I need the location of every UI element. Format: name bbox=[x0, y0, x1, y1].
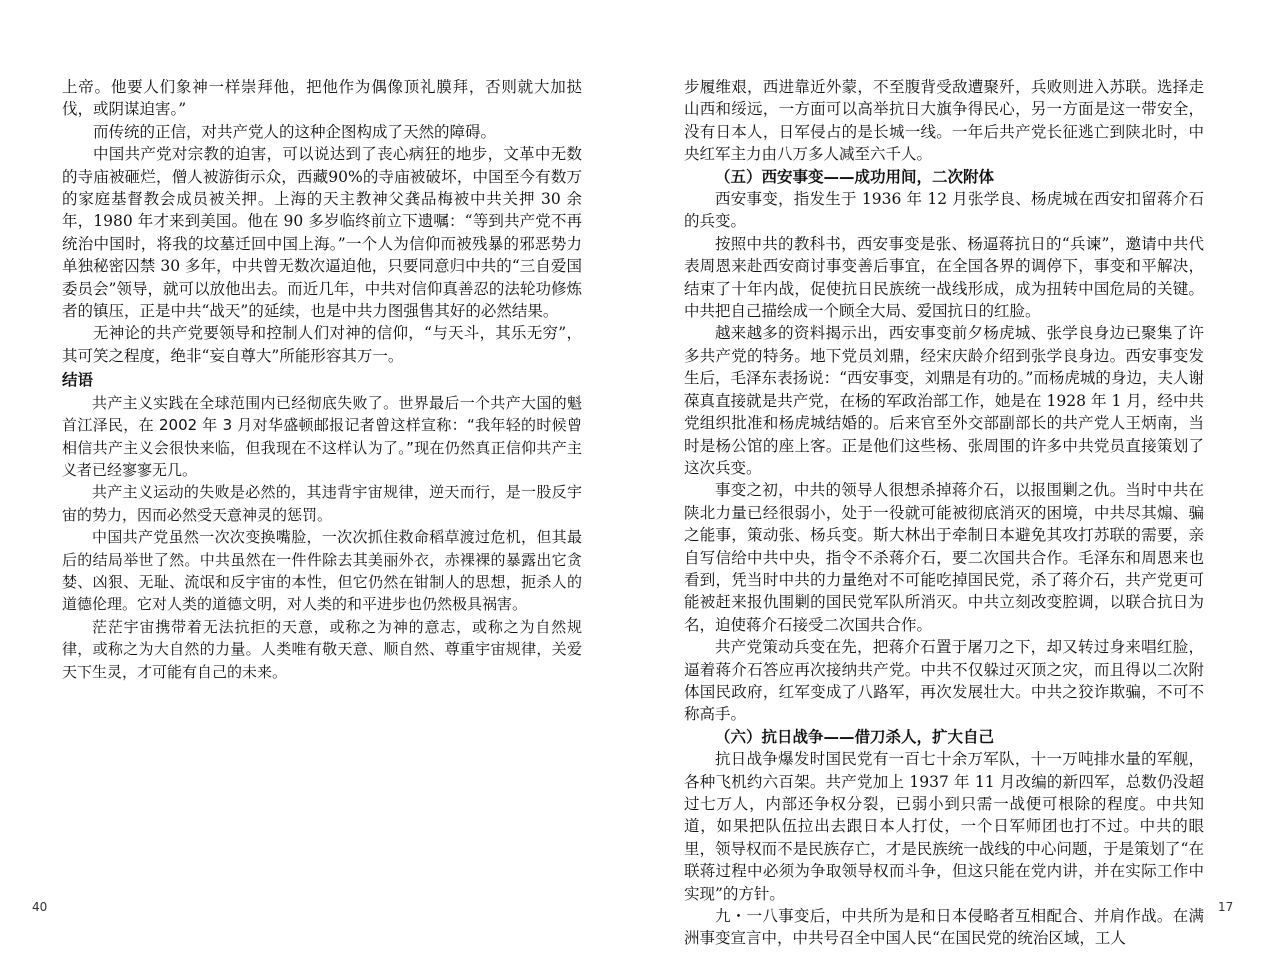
conclusion-heading: 结语 bbox=[62, 371, 94, 390]
left-page bbox=[62, 76, 582, 683]
right-paragraph-7: 抗日战争爆发时国民党有一百七十余万军队，十一万吨排水量的军舰，各种飞机约六百架。共产党加上 1937 年 11 月改编的新四军，总数仍没超过七万人，内部还争权分裂，已弱小到只需一战便可根除的程度。中共知道，如果把队伍拉出去跟日本人打仗，一个日军师团也打不过。中共的眼里，领导权而不是民族存亡，才是民族统一战线的中心问题，于是策划了“在联蒋过程中必须为争取领导权而斗争，但这只能在党内讲，并在实际工作中实现”的方针。 bbox=[684, 750, 1204, 903]
right-page bbox=[684, 76, 1204, 950]
right-page-number: 17 bbox=[1218, 900, 1234, 914]
right-paragraph-4: 越来越多的资料揭示出，西安事变前夕杨虎城、张学良身边已聚集了许多共产党的特务。地下党员刘鼎，经宋庆龄介绍到张学良身边。西安事变发生后，毛泽东表扬说：“西安事变，刘鼎是有功的。”而杨虎城的身边，夫人谢葆真直接就是共产党，在杨的军政治部工作，她是在 1928 年 1 月，经中共党组织批准和杨虎城结婚的。后来官至外交部副部长的共产党人王炳南，当时是杨公馆的座上客。正是他们这些杨、张周围的许多中共党员直接策划了这次兵变。 bbox=[684, 324, 1204, 477]
conclusion-paragraph-4: 茫茫宇宙携带着无法抗拒的天意，或称之为神的意志，或称之为自然规律，或称之为大自然的力量。人类唯有敬天意、顺自然、尊重宇宙规律，关爱天下生灵，才可能有自己的未来。 bbox=[62, 617, 582, 681]
section-heading-anti-japanese-war: （六）抗日战争——借刀杀人，扩大自己 bbox=[715, 727, 995, 746]
conclusion-paragraph-3: 中国共产党虽然一次次变换嘴脸，一次次抓住救命稻草渡过危机，但其最后的结局举世了然。中共虽然在一件件除去其美丽外衣，赤裸裸的暴露出它贪婪、凶狠、无耻、流氓和反宇宙的本性，但它仍然在钳制人的思想，扼杀人的道德伦理。它对人类的道德文明，对人类的和平进步也仍然极具祸害。 bbox=[62, 528, 582, 614]
left-paragraph-1: 上帝。他要人们象神一样崇拜他，把他作为偶像顶礼膜拜，否则就大加挞伐，或阴谋迫害。” bbox=[62, 78, 582, 119]
left-paragraph-3: 中国共产党对宗教的迫害，可以说达到了丧心病狂的地步，文革中无数的寺庙被砸烂，僧人被游街示众，西藏90%的寺庙被破坏，中国至今有数万的家庭基督教会成员被关押。上海的天主教神父龚品梅被中共关押 30 余年，1980 年才来到美国。他在 90 多岁临终前立下遗嘱：“等到共产党不再统治中国时，将我的坟墓迁回中国上海。”一个人为信仰而被残暴的邪恶势力单独秘密囚禁 30 多年，中共曾无数次逼迫他，只要同意归中共的“三自爱国委员会”领导，就可以放他出去。而近几年，中共对信仰真善忍的法轮功修炼者的镇压，正是中共“战天”的延续，也是中共力图强售其好的必然结果。 bbox=[62, 145, 582, 321]
right-paragraph-3: 按照中共的教科书，西安事变是张、杨逼蒋抗日的“兵谏”，邀请中共代表周恩来赴西安商讨事变善后事宜，在全国各界的调停下，事变和平解决，结束了十年内战，促使抗日民族统一战线形成，成为扭转中国危局的关键。中共把自己描绘成一个顾全大局、爱国抗日的红脸。 bbox=[684, 234, 1204, 321]
right-paragraph-1: 步履维艰，西进靠近外蒙，不至腹背受敌遭聚歼，兵败则进入苏联。选择走山西和绥远，一方面可以高举抗日大旗争得民心，另一方面是这一带安全，没有日本人，日军侵占的是长城一线。一年后共产党长征逃亡到陕北时，中央红军主力由八万多人减至六千人。 bbox=[684, 78, 1204, 164]
left-paragraph-2: 而传统的正信，对共产党人的这种企图构成了天然的障碍。 bbox=[93, 122, 497, 141]
conclusion-paragraph-2: 共产主义运动的失败是必然的，其违背宇宙规律，逆天而行，是一股反宇宙的势力，因而必然受天意神灵的惩罚。 bbox=[62, 483, 582, 524]
right-paragraph-5: 事变之初，中共的领导人很想杀掉蒋介石，以报围剿之仇。当时中共在陕北力量已经很弱小，处于一役就可能被彻底消灭的困境，中共尽其煽、骗之能事，策动张、杨兵变。斯大林出于牵制日本避免其攻打苏联的需要，亲自写信给中共中央，指令不杀蒋介石，要二次国共合作。毛泽东和周恩来也看到，凭当时中共的力量绝对不可能吃掉国民党，杀了蒋介石，共产党更可能被赶来报仇围剿的国民党军队所消灭。中共立刻改变腔调，以联合抗日为名，迫使蒋介石接受二次国共合作。 bbox=[684, 481, 1204, 634]
right-paragraph-6: 共产党策动兵变在先，把蒋介石置于屠刀之下，却又转过身来唱红脸，逼着蒋介石答应再次接纳共产党。中共不仅躲过灭顶之灾，而且得以二次附体国民政府，红军变成了八路军，再次发展壮大。中共之狡诈欺骗，不可不称高手。 bbox=[684, 638, 1204, 724]
conclusion-paragraph-1: 共产主义实践在全球范围内已经彻底失败了。世界最后一个共产大国的魁首江泽民，在 2002 年 3 月对华盛顿邮报记者曾这样宣称：“我年轻的时候曾相信共产主义会很快来临，但我现在不这样认为了。”现在仍然真正信仰共产主义者已经寥寥无几。 bbox=[62, 393, 582, 479]
right-paragraph-2: 西安事变，指发生于 1936 年 12 月张学良、杨虎城在西安扣留蒋介石的兵变。 bbox=[684, 190, 1204, 231]
right-paragraph-8: 九・一八事变后，中共所为是和日本侵略者互相配合、并肩作战。在满洲事变宣言中，中共号召全中国人民“在国民党的统治区域，工人 bbox=[684, 907, 1204, 948]
left-page-number: 40 bbox=[32, 900, 48, 914]
left-paragraph-4: 无神论的共产党要领导和控制人们对神的信仰，“与天斗，其乐无穷”，其可笑之程度，绝非“妄自尊大”所能形容其万一。 bbox=[62, 324, 582, 365]
section-heading-xian-incident: （五）西安事变——成功用间，二次附体 bbox=[715, 167, 995, 186]
